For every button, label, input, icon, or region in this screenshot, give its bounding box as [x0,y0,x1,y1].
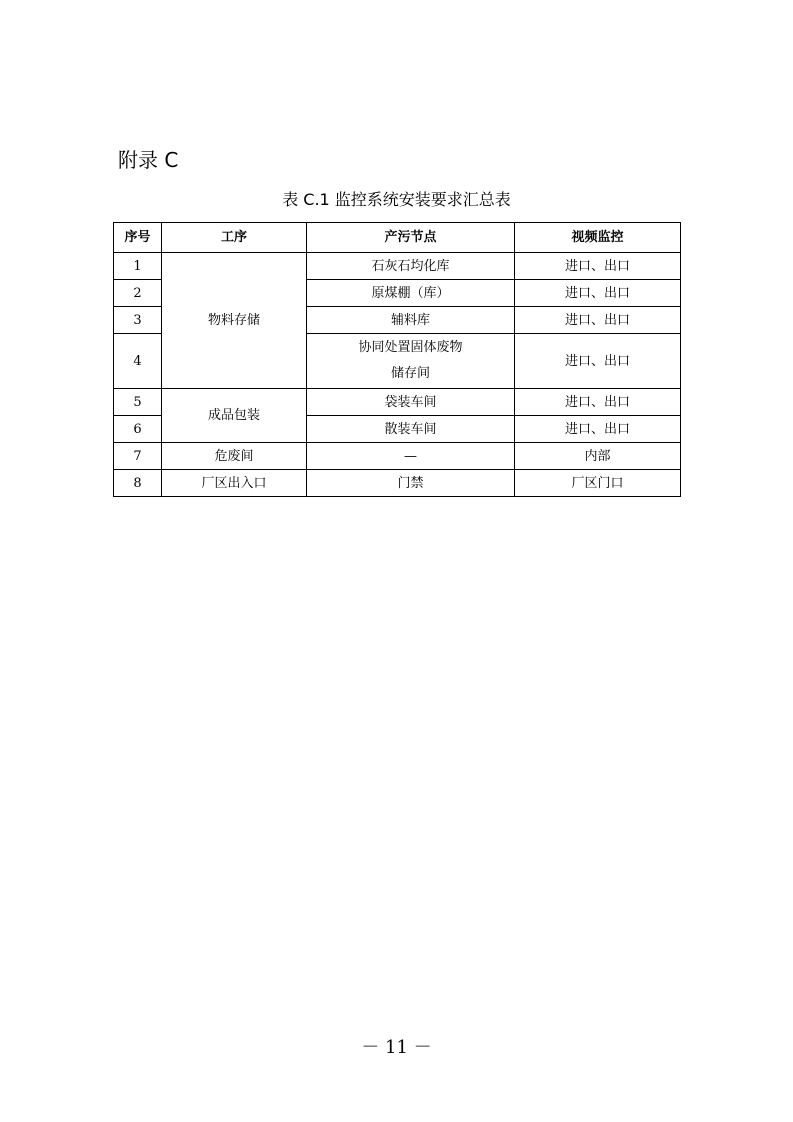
row-process: 危废间 [162,443,307,470]
row-node: 袋装车间 [307,389,515,416]
row-node: 散装车间 [307,416,515,443]
row-video: 进口、出口 [515,280,681,307]
table-header-row [114,223,681,253]
header-no: 序号 [114,223,162,253]
process-group-packaging: 成品包装 [162,389,307,443]
table-caption: 表 C.1 监控系统安装要求汇总表 [282,190,511,209]
row-no: 8 [114,470,162,497]
process-group-storage: 物料存储 [162,253,307,389]
row-node [307,334,515,389]
row-video: 进口、出口 [515,389,681,416]
row-no: 3 [114,307,162,334]
table-row [114,253,681,280]
row-video: 进口、出口 [515,307,681,334]
row-no: 7 [114,443,162,470]
page-number: － 11 － [361,1037,432,1058]
row-node-line-2: 储存间 [390,366,430,381]
row-video: 进口、出口 [515,416,681,443]
row-video: 内部 [515,443,681,470]
row-process: 厂区出入口 [162,470,307,497]
table-row [114,470,681,497]
row-node-line-1: 协同处置固体废物 [358,340,463,355]
row-no: 4 [114,334,162,389]
row-video: 进口、出口 [515,334,681,389]
row-no: 5 [114,389,162,416]
row-node: 辅料库 [307,307,515,334]
table-row [114,443,681,470]
header-video-monitoring: 视频监控 [515,223,681,253]
row-node: 原煤棚（库） [307,280,515,307]
row-no: 2 [114,280,162,307]
monitoring-summary-table [113,222,681,497]
appendix-title: 附录 C [118,148,179,172]
row-no: 6 [114,416,162,443]
table-row [114,389,681,416]
row-video: 厂区门口 [515,470,681,497]
row-node: — [307,443,515,470]
header-pollution-node: 产污节点 [307,223,515,253]
row-node: 石灰石均化库 [307,253,515,280]
row-no: 1 [114,253,162,280]
row-video: 进口、出口 [515,253,681,280]
header-process: 工序 [162,223,307,253]
row-node: 门禁 [307,470,515,497]
